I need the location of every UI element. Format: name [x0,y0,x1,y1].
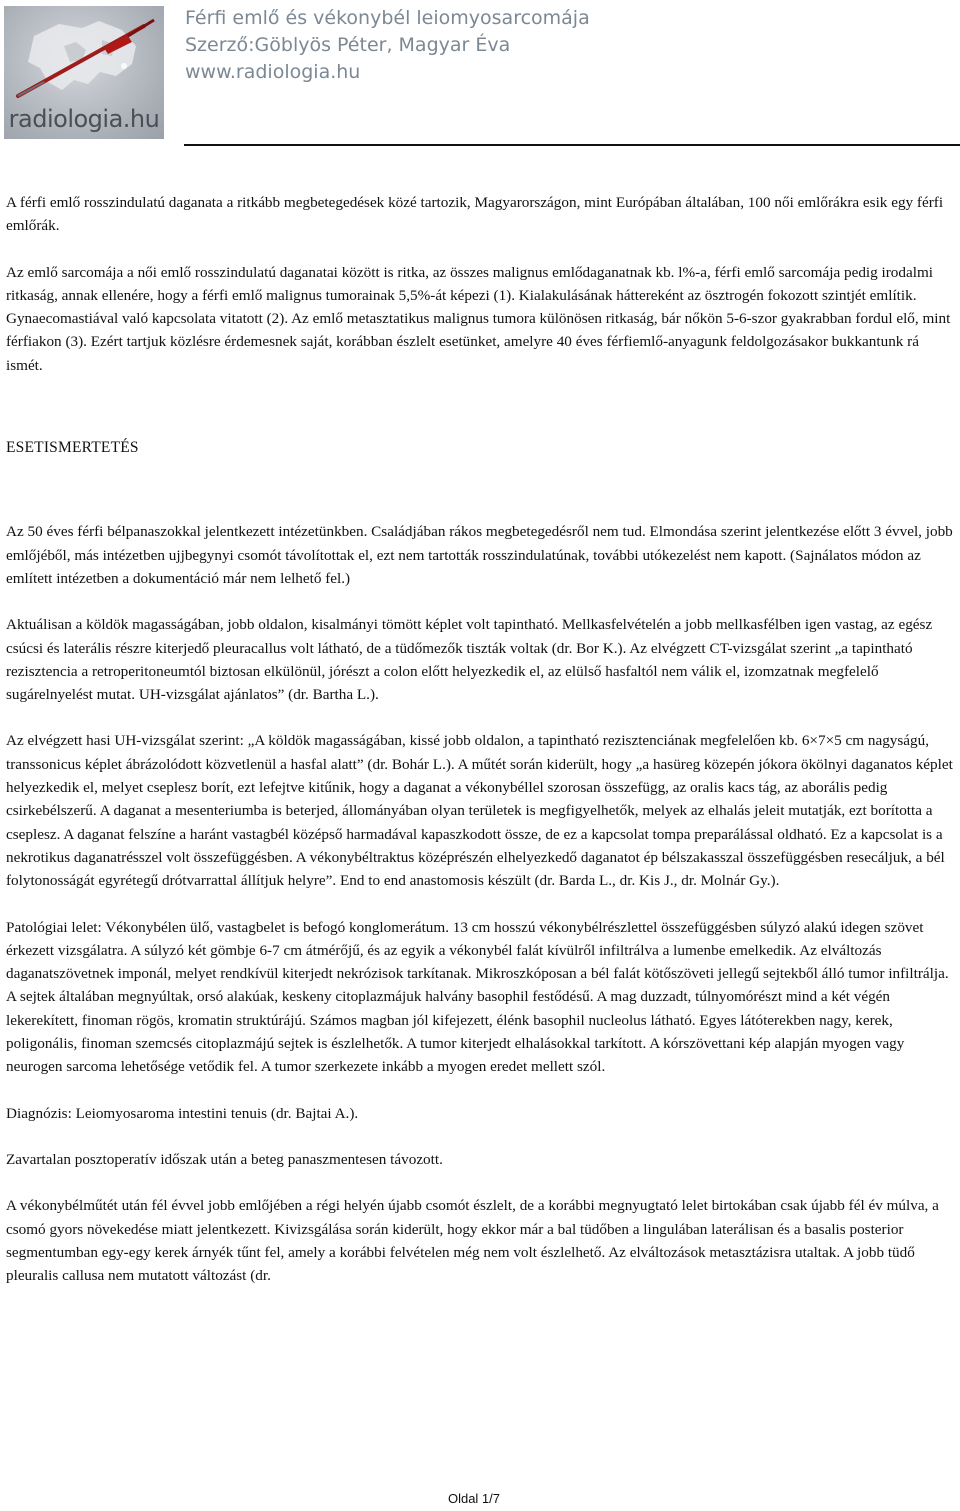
paragraph-postop: Zavartalan posztoperatív időszak után a beteg panaszmentesen távozott. [6,1150,443,1168]
paragraph-examination: Aktuálisan a köldök magasságában, jobb oldalon, kisalmányi tömött képlet volt tapintható. Mellkasfelvételén a jobb mellkasfélben igen vastag, az egész csúcsi és laterális részre kiterjedő pleuracallus volt látható, de a tüdőmezők tiszták voltak (dr. Bor K.). Az elvégzett CT-vizsgálat szerint „a tapintható rezisztencia a retroperitoneumtól biztosan elkülönül, jórészt a colon előtt helyezkedik el, az elülső hasfaltól nem válik el, izomzatnak megfelelő sugárelnyelést mutat. UH-vizsgálat ajánlatos” (dr. Bartha L.). [6,616,933,704]
paragraph-pathology: Patológiai lelet: Vékonybélen ülő, vastagbelet is befogó konglomerátum. 13 cm hosszú vékonybélrészlettel összefüggésben súlyzó alakú idegen szövet érkezett vizsgálatra. A súlyzó két gömbje 6-7 cm átmérőjű, és az egyik a vékonybél falát kívülről infiltrálva a lumenbe emelkedik. Az elváltozás daganatszövetnek imponál, melyet rendkívül kiterjedt nekrózisok tarkítanak. Mikroszkóposan a bél falát kötőszöveti jellegű sejtekből álló tumor infiltrálja. A sejtek általában megnyúltak, orsó alakúak, keskeny citoplazmájuk halvány basophil festődésű. A mag duzzadt, túlnyomórészt mind a két végén lekerekített, finoman rögös, kromatin struktúrájú. Számos magban jól kifejezett, élénk basophil nucleolus látható. Egyes látóterekben nagy, kerek, poligonális, finoman szemcsés citoplazmájú sejtek is észlelhetők. A tumor kiterjedt elhalásokkal tarkított. A kórszövettani kép alapján myogen vagy neurogen sarcoma lehetősége vetődik fel. A tumor szerkezete inkább a myogen eredet mellett szól. [6,918,949,1076]
article-body [6,191,954,1287]
paragraph-intro: A férfi emlő rosszindulatú daganata a ritkább megbetegedések közé tartozik, Magyarországon, mint Európában általában, 100 női emlőrákra esik egy férfi emlőrák. [6,194,944,235]
paragraph-background: Az emlő sarcomája a női emlő rosszindulatú daganatai között is ritka, az összes malignus emlődaganatnak kb. l%-a, férfi emlő sarcomája pedig irodalmi ritkaság, annak ellenére, hogy a férfi emlő malignus tumorainak 5,5%-át képezi (1). Kialakulásának háttereként az ösztrogén fokozott szintjét említik. Gynaecomastiával való kapcsolata vitatott (2). Az emlő metasztatikus malignus tumora különösen ritkaság, bár nőkön 5-6-szor gyakrabban fordul elő, mint férfiakon (3). Ezért tartjuk közlésre érdemesnek saját, korábban észlelt esetünket, amelyre 40 éves férfiemlő-anyagunk feldolgozásakor bukkantunk rá ismét. [6,263,951,374]
radiologia-logo[interactable] [4,6,164,139]
header-divider [184,144,960,146]
document-header [185,5,590,86]
document-title: Férfi emlő és vékonybél leiomyosarcomája [185,7,590,29]
paragraph-case-history: Az 50 éves férfi bélpanaszokkal jelentkezett intézetünkben. Családjában rákos megbetegedésről nem tud. Elmondása szerint jelentkezése előtt 3 évvel, jobb emlőjéből, más intézetben ujjbegynyi csomót távolítottak el, ezt nem tartották rosszindulatúnak, további utókezelést nem kapott. (Sajnálatos módon az említett intézetben a dokumentáció már nem lelhető fel.) [6,523,953,587]
site-link[interactable]: www.radiologia.hu [185,61,361,83]
document-authors: Szerző:Göblyös Péter, Magyar Éva [185,34,511,56]
page-footer [0,1491,960,1506]
page-number: Oldal 1/7 [447,1491,501,1506]
logo-text: radiologia.hu [8,105,160,133]
paragraph-diagnosis: Diagnózis: Leiomyosaroma intestini tenuis (dr. Bajtai A.). [6,1104,359,1122]
paragraph-surgery: Az elvégzett hasi UH-vizsgálat szerint: „A köldök magasságában, kissé jobb oldalon, a tapintható rezisztenciának megfelelően kb. 6×7×5 cm nagyságú, transsonicus képlet ábrázolódott közvetlenül a hasfal alatt” (dr. Bohár L.). A műtét során kiderült, hogy „a hasüreg közepén jókora ökölnyi daganatos képlet helyezkedik el, melyet cseplesz borít, ezt lefejtve kitűnik, hogy a daganat a vékonybéllel szorosan összefügg, az oralis kacs tág, az aborális pedig csirkebélszerű. A daganat a mesenteriumba is beterjed, állományában olyan területek is megfigyelhetők, melyek az elhalás jeleit mutatják, ezt borította a cseplesz. A daganat felszíne a haránt vastagbél középső harmadával kapaszkodott össze, de ez a kapcsolat tompa preparálással oldható. Ez a kapcsolat is a nekrotikus daganatrésszel volt összefüggésben. A vékonybéltraktus középrészén elhelyezkedő daganatot ép bélszakasszal összefüggésben resecáljuk, a bél folytonosságát egyrétegű drótvarrattal állítjuk helyre”. End to end anastomosis készült (dr. Barda L., dr. Kis J., dr. Molnár Gy.). [6,732,953,890]
section-heading: ESETISMERTETÉS [6,439,139,457]
paragraph-followup: A vékonybélműtét után fél évvel jobb emlőjében a régi helyén újabb csomót észlelt, de a korábbi megnyugtató lelet birtokában csak újabb fél év múlva, a csomó gyors növekedése miatt jelentkezett. Kivizsgálása során kiderült, hogy ekkor már a bal tüdőben a lingulában laterálisan és a basalis posterior segmentumban egy-egy kerek árnyék tűnt fel, amely a korábbi felvételen még nem volt észlelhető. Az elváltozások metasztázisra utaltak. A jobb tüdő pleuralis callusa nem mutatott változást (dr. [6,1197,939,1285]
